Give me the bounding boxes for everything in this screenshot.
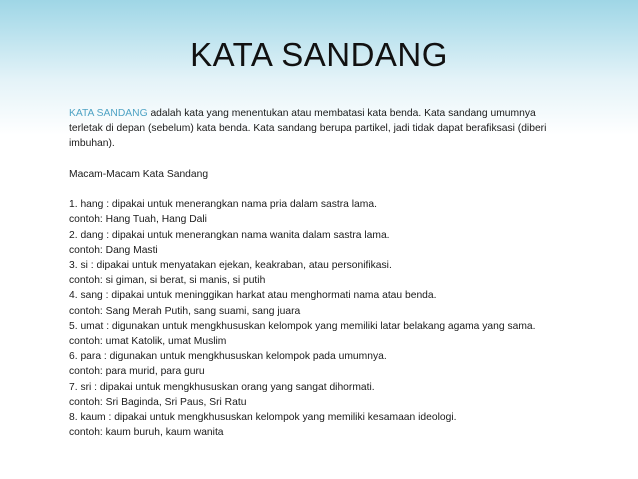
list-item — [69, 228, 609, 258]
list-item — [69, 380, 609, 410]
list-item — [69, 319, 609, 349]
spacer — [69, 152, 609, 167]
slide-body — [69, 106, 609, 440]
item-example: contoh: Sri Baginda, Sri Paus, Sri Ratu — [69, 396, 247, 408]
item-example: contoh: Hang Tuah, Hang Dali — [69, 214, 207, 226]
item-example: contoh: Sang Merah Putih, sang suami, sang juara — [69, 305, 301, 317]
item-definition: 8. kaum : dipakai untuk mengkhususkan kelompok yang memiliki kesamaan ideologi. — [69, 412, 457, 424]
item-definition: 3. si : dipakai untuk menyatakan ejekan, keakraban, atau personifikasi. — [69, 260, 392, 271]
intro-term: KATA SANDANG — [69, 108, 148, 119]
intro-paragraph — [69, 106, 609, 152]
article-list — [69, 197, 609, 440]
list-item — [69, 258, 609, 288]
item-definition: 6. para : digunakan untuk mengkhususkan kelompok pada umumnya. — [69, 351, 387, 363]
item-definition: 1. hang : dipakai untuk menerangkan nama pria dalam sastra lama. — [69, 199, 377, 211]
item-example: contoh: kaum buruh, kaum wanita — [69, 427, 224, 439]
intro-line-1-rest: adalah kata yang menentukan atau membatasi kata benda. Kata sandang umumnya — [147, 108, 536, 119]
slide-title: KATA SANDANG — [190, 36, 448, 73]
item-definition: 4. sang : dipakai untuk meninggikan harkat atau menghormati nama atau benda. — [69, 290, 437, 302]
list-item — [69, 197, 609, 227]
item-definition: 7. sri : dipakai untuk mengkhususkan orang yang sangat dihormati. — [69, 381, 375, 393]
list-item — [69, 410, 609, 440]
subheading: Macam-Macam Kata Sandang — [69, 168, 209, 180]
spacer — [69, 182, 609, 197]
item-example: contoh: para murid, para guru — [69, 366, 205, 378]
item-definition: 2. dang : dipakai untuk menerangkan nama wanita dalam sastra lama. — [69, 229, 390, 241]
list-item — [69, 288, 609, 318]
intro-line-1 — [69, 106, 609, 121]
intro-line-2: terletak di depan (sebelum) kata benda. Kata sandang berupa partikel, jadi tidak dapat berafiksasi (diberi — [69, 123, 547, 135]
item-definition: 5. umat : digunakan untuk mengkhususkan kelompok yang memiliki latar belakang agama yang sama. — [69, 320, 536, 332]
item-example: contoh: si giman, si berat, si manis, si putih — [69, 275, 266, 287]
item-example: contoh: Dang Masti — [69, 244, 158, 256]
list-item — [69, 349, 609, 379]
intro-line-3: imbuhan). — [69, 138, 115, 150]
item-example: contoh: umat Katolik, umat Muslim — [69, 336, 227, 348]
